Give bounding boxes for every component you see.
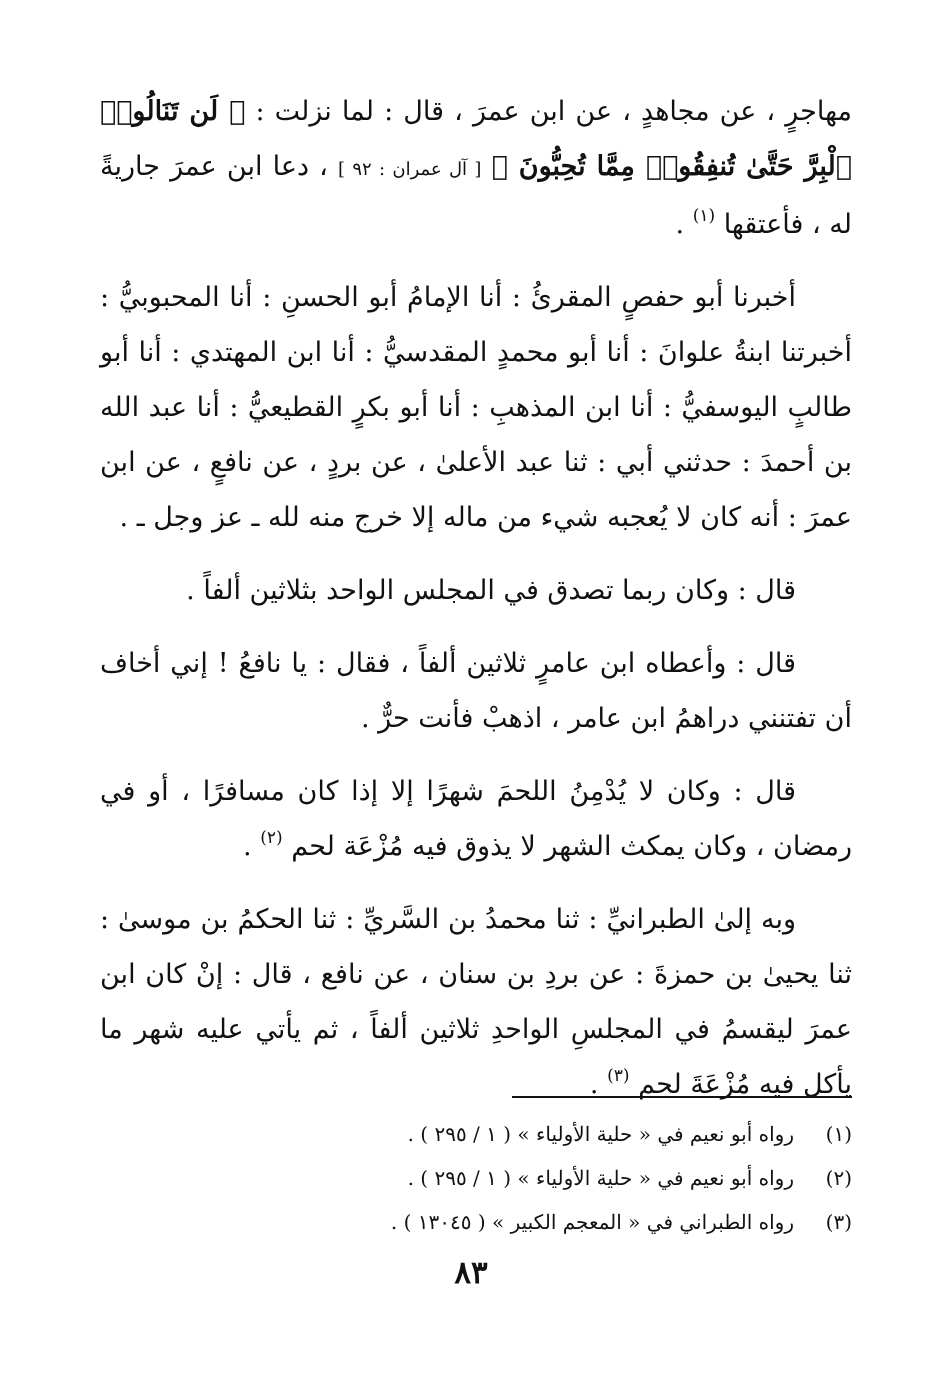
paragraph-4: قال : وأعطاه ابن عامرٍ ثلاثين ألفاً ، فقال : يا نافعُ ! إني أخاف أن تفتنني دراهمُ ابن عامر ، اذهبْ فأنت حرٌّ . — [100, 648, 852, 734]
footnote-3-number: (٣) — [825, 1210, 852, 1234]
paragraph-6-end: . — [589, 1069, 608, 1100]
footnotes — [100, 1112, 852, 1244]
footnote-2-text: رواه أبو نعيم في « حلية الأولياء » ( ١ / ٢٩٥ ) . — [407, 1166, 794, 1190]
main-text — [100, 84, 852, 1112]
footnote-3-text: رواه الطبراني في « المعجم الكبير » ( ١٣٠٤٥ ) . — [390, 1210, 794, 1234]
footnote-1-number: (١) — [825, 1122, 852, 1146]
footnote-3 — [100, 1200, 852, 1244]
footnote-1-text: رواه أبو نعيم في « حلية الأولياء » ( ١ / ٢٩٥ ) . — [407, 1122, 794, 1146]
paragraph-1-text: مهاجرٍ ، عن مجاهدٍ ، عن ابن عمرَ ، قال : لما نزلت : — [245, 96, 852, 127]
paragraph-6 — [100, 892, 852, 1112]
paragraph-1 — [100, 84, 852, 252]
paragraph-1-continuation: ، دعا ابن عمرَ جاريةً له ، فأعتقها — [100, 151, 852, 240]
footnote-marker-1[interactable]: (١) — [692, 206, 716, 227]
quran-verse: ﴿ لَن تَنَالُوا۟ ٱلْبِرَّ حَتَّىٰ تُنفِقُوا۟ مِمَّا تُحِبُّونَ ﴾ — [100, 96, 852, 182]
footnote-2 — [100, 1156, 852, 1200]
page-number: ٨٣ — [454, 1255, 488, 1291]
paragraph-5-end: . — [243, 831, 261, 862]
paragraph-3: قال : وكان ربما تصدق في المجلس الواحد بثلاثين ألفاً . — [186, 575, 796, 606]
footnote-2-number: (٢) — [825, 1166, 852, 1190]
footnote-divider — [512, 1096, 852, 1098]
verse-reference: [ آل عمران : ٩٢ ] — [338, 159, 482, 180]
footnote-marker-3[interactable]: (٣) — [607, 1066, 630, 1087]
paragraph-6-text: وبه إلىٰ الطبرانيِّ : ثنا محمدُ بن السَّريِّ : ثنا الحكمُ بن موسىٰ : ثنا يحيىٰ بن حمزةَ : عن بردِ بن سنان ، عن نافع ، قال : إنْ كان ابن عمرَ ليقسمُ في المجلسِ الواحدِ ثلاثين ألفاً ، ثم يأتي عليه شهر ما يأكل فيه مُزْعَةَ لحم — [100, 904, 852, 1100]
paragraph-2: أخبرنا أبو حفصٍ المقرئُ : أنا الإمامُ أبو الحسنِ : أنا المحبوبيُّ : أخبرتنا ابنةُ علوانَ : أنا أبو محمدٍ المقدسيُّ : أنا ابن المهتدي : أنا أبو طالبٍ اليوسفيُّ : أنا ابن المذهبِ : أنا أبو بكرٍ القطيعيُّ : أنا عبد الله بن أحمدَ : حدثني أبي : ثنا عبد الأعلىٰ ، عن بردٍ ، عن نافعٍ ، عن ابن عمرَ : أنه كان لا يُعجبه شيء من ماله إلا خرج منه لله ـ عز وجل ـ . — [100, 282, 852, 533]
paragraph-5-text: قال : وكان لا يُدْمِنُ اللحمَ شهرًا إلا إذا كان مسافرًا ، أو في رمضان ، وكان يمكث الشهر لا يذوق فيه مُزْعَة لحم — [100, 776, 852, 862]
footnote-1 — [100, 1112, 852, 1156]
footnote-marker-2[interactable]: (٢) — [260, 828, 283, 849]
paragraph-5 — [100, 764, 852, 874]
paragraph-1-end: . — [675, 209, 693, 240]
